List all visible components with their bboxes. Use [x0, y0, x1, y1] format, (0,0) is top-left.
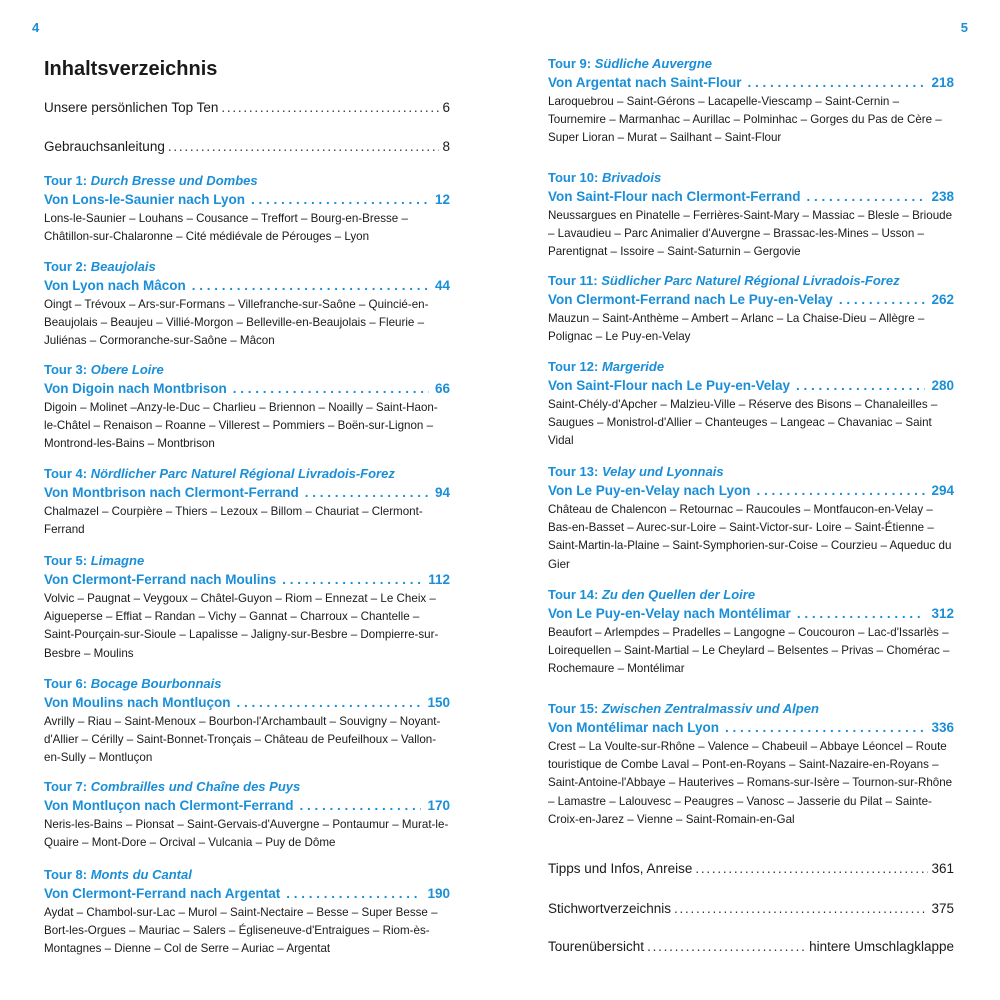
- dot-leader: [221, 100, 439, 115]
- dot-leader: [286, 884, 421, 903]
- page-title: Inhaltsverzeichnis: [44, 58, 218, 80]
- dot-leader: [725, 718, 925, 737]
- tour-route: Von Lons-le-Saunier nach Lyon: [44, 192, 246, 207]
- tour-13[interactable]: [548, 463, 954, 574]
- tour-7[interactable]: [44, 778, 450, 852]
- tour-route: Von Clermont-Ferrand nach Moulins: [44, 572, 277, 587]
- tour-heading: [44, 361, 450, 379]
- tour-places: Beaufort – Arlempdes – Pradelles – Langogne – Coucouron – Lac-d'Issarlès – Loirequellen – Saint-Martial – Le Cheylard – Belsentes – Privas – Chomérac – Rochemaure – Montélimar: [548, 626, 950, 676]
- tour-heading: [44, 675, 450, 693]
- tour-route: Von Montélimar nach Lyon: [548, 720, 720, 735]
- tour-places: Aydat – Chambol-sur-Lac – Murol – Saint-Nectaire – Besse – Super Besse – Bort-les-Orgues – Mauriac – Salers – Égliseneuve-d'Entraigues – Riom-ès-Montagnes – Dienne – Col de Serre – Auriac – Argentat: [44, 906, 438, 956]
- tour-route-line: [548, 290, 954, 309]
- tour-heading: [548, 358, 954, 376]
- tour-1[interactable]: [44, 172, 450, 246]
- tour-route-line: [548, 73, 954, 92]
- dot-leader: [305, 483, 429, 502]
- dot-leader: [236, 693, 421, 712]
- tour-subtitle: Monts du Cantal: [90, 867, 192, 882]
- tour-places: Avrilly – Riau – Saint-Menoux – Bourbon-l'Archambault – Souvigny – Noyant-d'Allier – Cérilly – Saint-Bonnet-Tronçais – Château de Peufeilhoux – Vallon-en-Sully – Montluçon: [44, 715, 441, 765]
- toc-entry-page: hintere Umschlagklappe: [809, 939, 954, 954]
- dot-leader: [192, 276, 429, 295]
- tour-number: Tour 7:: [44, 779, 88, 794]
- tour-subtitle: Limagne: [90, 553, 145, 568]
- toc-entry-label: Tipps und Infos, Anreise: [548, 861, 693, 876]
- tour-number: Tour 13:: [548, 464, 599, 479]
- dot-leader: [807, 187, 926, 206]
- tour-number: Tour 15:: [548, 701, 599, 716]
- tour-places: Oingt – Trévoux – Ars-sur-Formans – Villefranche-sur-Saône – Quincié-en-Beaujolais – Beaujeu – Villié-Morgon – Belleville-en-Beaujolais – Fleurie – Juliénas – Cormoranche-sur-Saône – Mâcon: [44, 298, 429, 348]
- tour-number: Tour 11:: [548, 273, 598, 288]
- tour-page: 312: [931, 606, 954, 621]
- tour-page: 190: [427, 886, 450, 901]
- tour-page: 66: [434, 381, 450, 396]
- tour-page: 238: [931, 189, 954, 204]
- tour-page: 44: [434, 278, 450, 293]
- tour-heading: [44, 172, 450, 190]
- tour-heading: [548, 169, 954, 187]
- tour-14[interactable]: [548, 586, 954, 679]
- tour-number: Tour 9:: [548, 56, 592, 71]
- tour-subtitle: Obere Loire: [90, 362, 164, 377]
- tour-heading: [44, 258, 450, 276]
- tour-number: Tour 5:: [44, 553, 88, 568]
- tour-heading: [548, 463, 954, 481]
- tour-3[interactable]: [44, 361, 450, 454]
- tour-places: Digoin – Molinet –Anzy-le-Duc – Charlieu – Briennon – Noailly – Saint-Haon-le-Châtel – Renaison – Roanne – Villerest – Pommiers – Boën-sur-Lignon – Montrond-les-Bains – Montbrison: [44, 401, 438, 451]
- tour-subtitle: Bocage Bourbonnais: [90, 676, 222, 691]
- dot-leader: [674, 901, 928, 916]
- tour-route-line: [44, 190, 450, 209]
- toc-entry-tipps[interactable]: [548, 861, 954, 876]
- dot-leader: [796, 376, 925, 395]
- tour-route: Von Montbrison nach Clermont-Ferrand: [44, 485, 299, 500]
- tour-places: Neussargues en Pinatelle – Ferrières-Saint-Mary – Massiac – Blesle – Brioude – Lavaudieu – Parc Animalier d'Auvergne – Brassac-les-Mines – Usson – Parentignat – Issoire – Saint-Saturnin – Gergovie: [548, 209, 953, 259]
- tour-number: Tour 12:: [548, 359, 599, 374]
- tour-route-line: [44, 796, 450, 815]
- tour-6[interactable]: [44, 675, 450, 768]
- tour-12[interactable]: [548, 358, 954, 451]
- dot-leader: [647, 939, 806, 954]
- tour-places: Crest – La Voulte-sur-Rhône – Valence – Chabeuil – Abbaye Léoncel – Route touristique de Combe Laval – Pont-en-Royans – Saint-Nazaire-en-Royans – Saint-Antoine-l'Abbaye – Hauterives – Romans-sur-Isère – Tournon-sur-Rhône – Lamastre – Lalouvesc – Peaugres – Vanosc – Jasserie du Pilat – Sainte-Croix-en-Jarez – Vienne – Saint-Romain-en-Gal: [548, 740, 953, 826]
- toc-entry-page: 8: [442, 139, 450, 154]
- toc-entry-tourenuebersicht[interactable]: [548, 939, 954, 954]
- toc-entry-label: Tourenübersicht: [548, 939, 645, 954]
- dot-leader: [839, 290, 926, 309]
- tour-places: Lons-le-Saunier – Louhans – Cousance – Treffort – Bourg-en-Bresse – Châtillon-sur-Chalaronne – Cité médiévale de Pérouges – Lyon: [44, 212, 408, 244]
- tour-page: 170: [427, 798, 450, 813]
- tour-route: Von Saint-Flour nach Clermont-Ferrand: [548, 189, 801, 204]
- tour-page: 336: [931, 720, 954, 735]
- tour-9[interactable]: [548, 55, 954, 148]
- tour-number: Tour 10:: [548, 170, 599, 185]
- toc-entry-stichwortverzeichnis[interactable]: [548, 901, 954, 916]
- tour-number: Tour 8:: [44, 867, 88, 882]
- tour-heading: [548, 586, 954, 604]
- tour-15[interactable]: [548, 700, 954, 829]
- tour-route: Von Le Puy-en-Velay nach Lyon: [548, 483, 751, 498]
- tour-heading: [44, 866, 450, 884]
- dot-leader: [748, 73, 926, 92]
- tour-route: Von Saint-Flour nach Le Puy-en-Velay: [548, 378, 791, 393]
- toc-entry-top-ten[interactable]: [44, 100, 450, 115]
- tour-heading: [44, 778, 450, 796]
- tour-route: Von Clermont-Ferrand nach Argentat: [44, 886, 281, 901]
- tour-number: Tour 1:: [44, 173, 88, 188]
- tour-page: 150: [427, 695, 450, 710]
- tour-route: Von Lyon nach Mâcon: [44, 278, 186, 293]
- tour-heading: [548, 55, 954, 73]
- tour-places: Chalmazel – Courpière – Thiers – Lezoux – Billom – Chauriat – Clermont-Ferrand: [44, 505, 423, 537]
- dot-leader: [282, 570, 422, 589]
- tour-page: 262: [931, 292, 954, 307]
- tour-page: 12: [434, 192, 450, 207]
- tour-places: Château de Chalencon – Retournac – Raucoules – Montfaucon-en-Velay – Bas-en-Basset – Aurec-sur-Loire – Saint-Victor-sur- Loire – Saint-Étienne – Saint-Martin-la-Plaine – Saint-Symphorien-sur-Coise – Courzieu – Aqueduc du Gier: [548, 503, 952, 571]
- dot-leader: [168, 139, 440, 154]
- tour-subtitle: Durch Bresse und Dombes: [90, 173, 258, 188]
- tour-2[interactable]: [44, 258, 450, 351]
- tour-number: Tour 4:: [44, 466, 88, 481]
- tour-subtitle: Zu den Quellen der Loire: [601, 587, 756, 602]
- dot-leader: [757, 481, 926, 500]
- tour-route: Von Digoin nach Montbrison: [44, 381, 227, 396]
- tour-subtitle: Südliche Auvergne: [594, 56, 712, 71]
- tour-route: Von Clermont-Ferrand nach Le Puy-en-Velay: [548, 292, 833, 307]
- toc-entry-label: Unsere persönlichen Top Ten: [44, 100, 219, 115]
- dot-leader: [233, 379, 429, 398]
- tour-page: 218: [931, 75, 954, 90]
- tour-heading: [44, 552, 450, 570]
- tour-subtitle: Beaujolais: [90, 259, 156, 274]
- tour-subtitle: Brivadois: [601, 170, 662, 185]
- tour-subtitle: Velay und Lyonnais: [601, 464, 724, 479]
- tour-number: Tour 3:: [44, 362, 88, 377]
- tour-route-line: [548, 481, 954, 500]
- tour-subtitle: Combrailles und Chaîne des Puys: [90, 779, 301, 794]
- tour-route: Von Argentat nach Saint-Flour: [548, 75, 742, 90]
- tour-route: Von Montluçon nach Clermont-Ferrand: [44, 798, 294, 813]
- toc-entry-page: 375: [931, 901, 954, 916]
- dot-leader: [695, 861, 928, 876]
- tour-route-line: [44, 483, 450, 502]
- page-number-left: 4: [32, 20, 40, 35]
- tour-5[interactable]: [44, 552, 450, 663]
- tour-route: Von Le Puy-en-Velay nach Montélimar: [548, 606, 791, 621]
- tour-route-line: [44, 276, 450, 295]
- tour-number: Tour 6:: [44, 676, 88, 691]
- dot-leader: [797, 604, 926, 623]
- tour-10[interactable]: [548, 169, 954, 262]
- tour-route-line: [44, 570, 450, 589]
- tour-subtitle: Nördlicher Parc Naturel Régional Livradois-Forez: [90, 466, 395, 481]
- tour-number: Tour 2:: [44, 259, 88, 274]
- tour-places: Mauzun – Saint-Anthème – Ambert – Arlanc – La Chaise-Dieu – Allègre – Polignac – Le Puy-en-Velay: [548, 312, 925, 344]
- tour-places: Saint-Chély-d'Apcher – Malzieu-Ville – Réserve des Bisons – Chanaleilles – Saugues – Monistrol-d'Allier – Chanteuges – Langeac – Chavaniac – Saint Vidal: [548, 398, 938, 448]
- toc-entry-label: Stichwortverzeichnis: [548, 901, 672, 916]
- tour-places: Laroquebrou – Saint-Gérons – Lacapelle-Viescamp – Saint-Cernin – Tournemire – Marmanhac – Aurillac – Polminhac – Gorges du Pas de Cère – Super Lioran – Murat – Sailhant – Saint-Flour: [548, 95, 942, 145]
- tour-subtitle: Südlicher Parc Naturel Régional Livradois-Forez: [601, 273, 900, 288]
- tour-4[interactable]: [44, 465, 450, 539]
- tour-subtitle: Zwischen Zentralmassiv und Alpen: [601, 701, 819, 716]
- tour-route-line: [44, 693, 450, 712]
- tour-heading: [548, 700, 954, 718]
- toc-entry-label: Gebrauchsanleitung: [44, 139, 165, 154]
- tour-route-line: [548, 604, 954, 623]
- tour-page: 280: [931, 378, 954, 393]
- page-number-right: 5: [960, 20, 968, 35]
- tour-heading: [548, 272, 954, 290]
- tour-route-line: [44, 379, 450, 398]
- tour-page: 294: [931, 483, 954, 498]
- tour-places: Volvic – Paugnat – Veygoux – Châtel-Guyon – Riom – Ennezat – Le Cheix – Aigueperse – Effiat – Randan – Vichy – Gannat – Charroux – Chantelle – Saint-Pourçain-sur-Sioule – Lapalisse – Jaligny-sur-Besbre – Dompierre-sur-Besbre – Moulins: [44, 592, 439, 660]
- toc-entry-page: 6: [442, 100, 450, 115]
- tour-page: 112: [428, 572, 450, 587]
- tour-route-line: [548, 187, 954, 206]
- toc-entry-gebrauchsanleitung[interactable]: [44, 139, 450, 154]
- tour-page: 94: [434, 485, 450, 500]
- tour-heading: [44, 465, 450, 483]
- tour-8[interactable]: [44, 866, 450, 959]
- toc-entry-page: 361: [931, 861, 954, 876]
- tour-subtitle: Margeride: [601, 359, 665, 374]
- tour-route-line: [548, 718, 954, 737]
- tour-11[interactable]: [548, 272, 954, 346]
- dot-leader: [251, 190, 429, 209]
- dot-leader: [300, 796, 422, 815]
- tour-route-line: [548, 376, 954, 395]
- tour-route-line: [44, 884, 450, 903]
- tour-places: Neris-les-Bains – Pionsat – Saint-Gervais-d'Auvergne – Pontaumur – Murat-le-Quaire – Mont-Dore – Orcival – Vulcania – Puy de Dôme: [44, 818, 449, 850]
- tour-route: Von Moulins nach Montluçon: [44, 695, 231, 710]
- tour-number: Tour 14:: [548, 587, 599, 602]
